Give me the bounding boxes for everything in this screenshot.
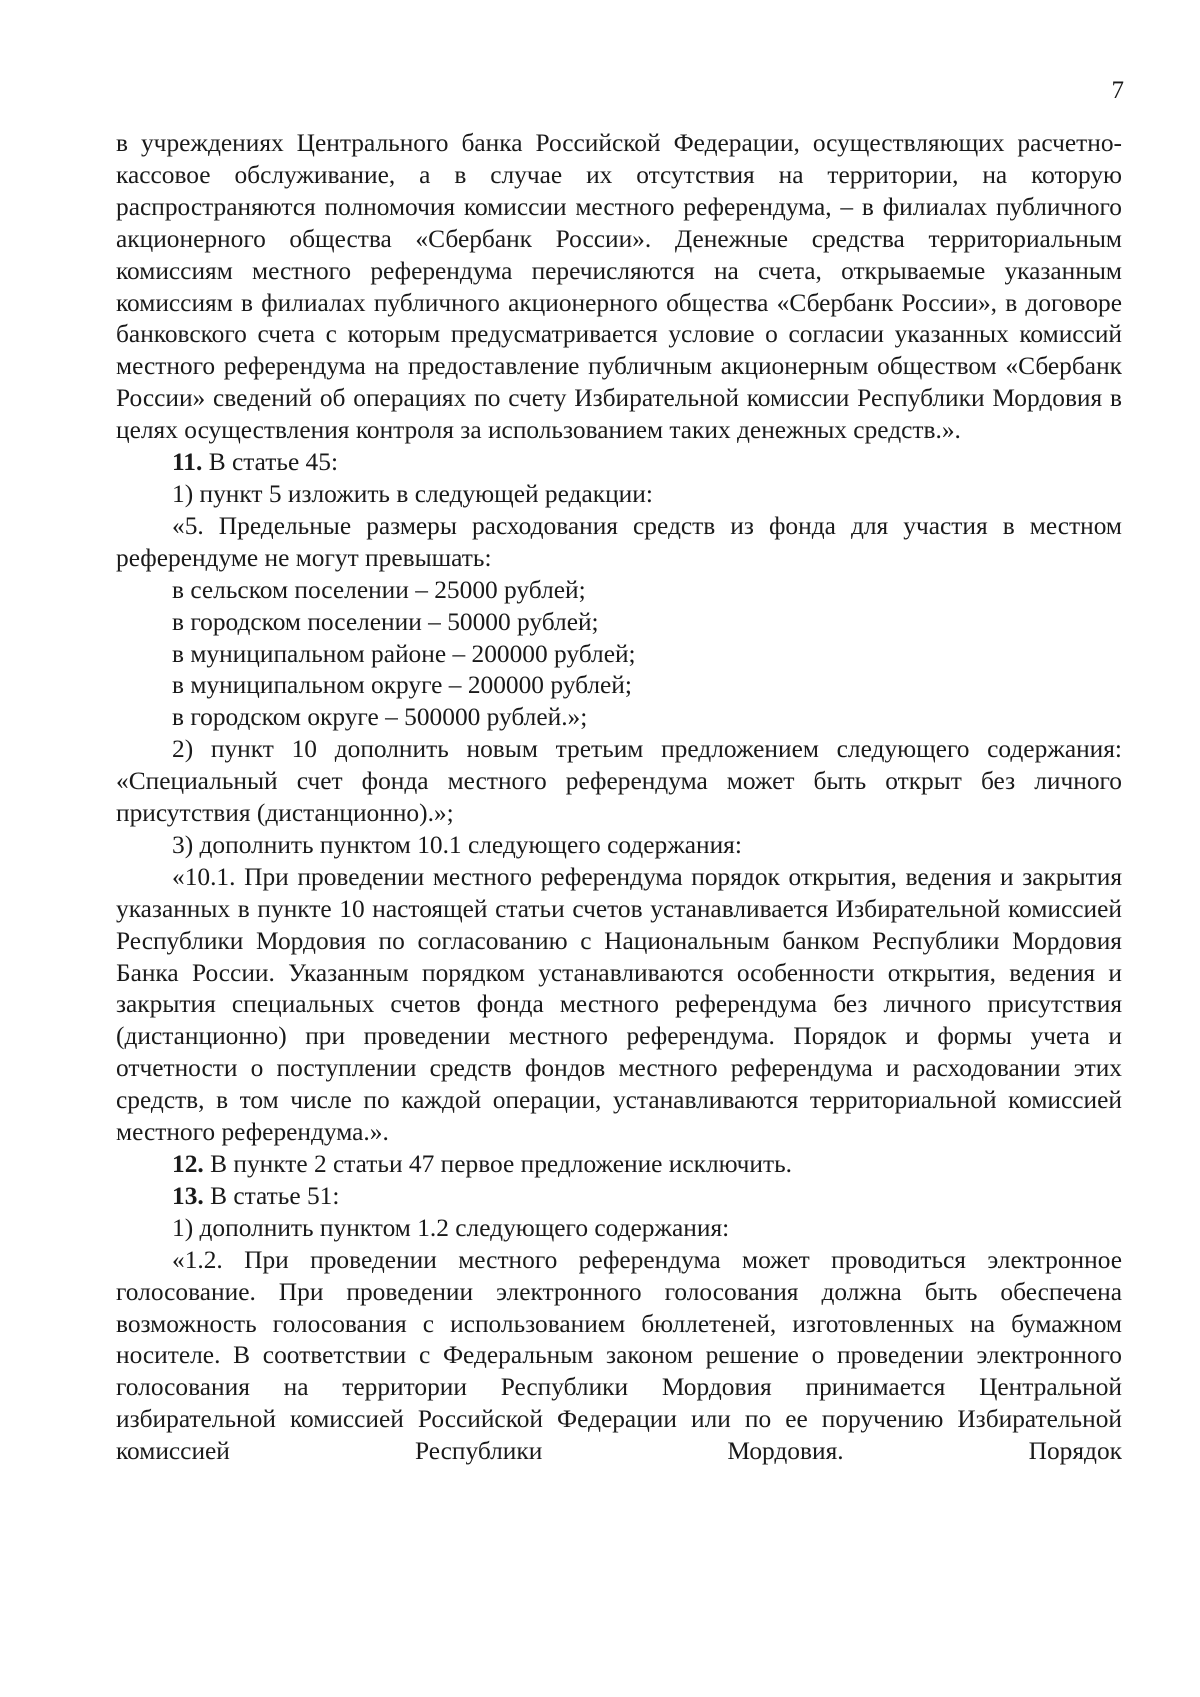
paragraph-text: «5. Предельные размеры расходования средств из фонда для участия в местном референдуме не могут превышать: (116, 511, 1122, 572)
item-number: 11. (172, 448, 203, 477)
paragraph-text: 2) пункт 10 дополнить новым третьим предложением следующего содержания: «Специальный счет фонда местного референдума может быть открыт без личного присутствия (дистанционно).»; (116, 735, 1122, 828)
paragraph-text: в учреждениях Центрального банка Российской Федерации, осуществляющих расчетно-кассовое обслуживание, а в случае их отсутствия на территории, на которую распространяются полномочия комиссии местного референдума, – в филиалах публичного акционерного общества «Сбербанк России». Денежные средства территориальным комиссиям местного референдума перечисляются на счета, открываемые указанным комиссиям в филиалах публичного акционерного общества «Сбербанк России», в договоре банковского счета с которым предусматривается условие о согласии указанных комиссий местного референдума на предоставление публичным акционерным обществом «Сбербанк России» сведений об операциях по счету Избирательной комиссии Республики Мордовия в целях осуществления контроля за использованием таких денежных средств.». (116, 129, 1122, 445)
paragraph (116, 830, 1122, 862)
page-number: 7 (1111, 77, 1124, 104)
paragraph-text: в муниципальном районе – 200000 рублей; (172, 639, 636, 668)
paragraph-text: в городском округе – 500000 рублей.»; (172, 703, 588, 732)
paragraph-text: В пункте 2 статьи 47 первое предложение исключить. (203, 1150, 793, 1178)
paragraph-continuation (116, 128, 1122, 447)
paragraph (116, 862, 1122, 1149)
list-item (116, 607, 1122, 639)
paragraph (116, 511, 1122, 575)
paragraph-article-13 (116, 1181, 1122, 1213)
list-item (116, 702, 1122, 734)
paragraph-text: 1) пункт 5 изложить в следующей редакции: (172, 479, 653, 508)
list-item (116, 670, 1122, 702)
item-number: 12. (172, 1150, 204, 1178)
paragraph-last (116, 1245, 1122, 1468)
list-item (116, 575, 1122, 607)
paragraph (116, 1213, 1122, 1245)
paragraph-text: «10.1. При проведении местного референдума порядок открытия, ведения и закрытия указанных в пункте 10 настоящей статьи счетов устанавливается Избирательной комиссией Республики Мордовия по согласованию с Национальным банком Республики Мордовия Банка России. Указанным порядком устанавливаются особенности открытия, ведения и закрытия специальных счетов фонда местного референдума без личного присутствия (дистанционно) при проведении местного референдума. Порядок и формы учета и отчетности о поступлении средств фондов местного референдума и расходовании этих средств, в том числе по каждой операции, устанавливаются территориальной комиссией местного референдума.». (116, 862, 1122, 1147)
paragraph-text: 3) дополнить пунктом 10.1 следующего содержания: (172, 830, 742, 859)
paragraph-article-12 (116, 1149, 1122, 1181)
paragraph-text: «1.2. При проведении местного референдума может проводиться электронное голосование. При проведении электронного голосования должна быть обеспечена возможность голосования с использованием бюллетеней, изготовленных на бумажном носителе. В соответствии с Федеральным законом решение о проведении электронного голосования на территории Республики Мордовия принимается Центральной избирательной комиссией Российской Федерации или по ее поручению Избирательной комиссией Республики Мордовия. Порядок (116, 1245, 1122, 1466)
list-item (116, 639, 1122, 671)
item-number: 13. (172, 1181, 204, 1210)
paragraph-text: в муниципальном округе – 200000 рублей; (172, 671, 632, 700)
paragraph-text: в городском поселении – 50000 рублей; (172, 607, 599, 636)
paragraph (116, 734, 1122, 830)
document-body (116, 128, 1122, 1468)
paragraph-text: в сельском поселении – 25000 рублей; (172, 575, 586, 604)
paragraph (116, 479, 1122, 511)
paragraph-article-11 (116, 447, 1122, 479)
paragraph-text: 1) дополнить пунктом 1.2 следующего содержания: (172, 1213, 730, 1242)
paragraph-text: В статье 45: (202, 448, 339, 477)
paragraph-text: В статье 51: (203, 1181, 340, 1210)
